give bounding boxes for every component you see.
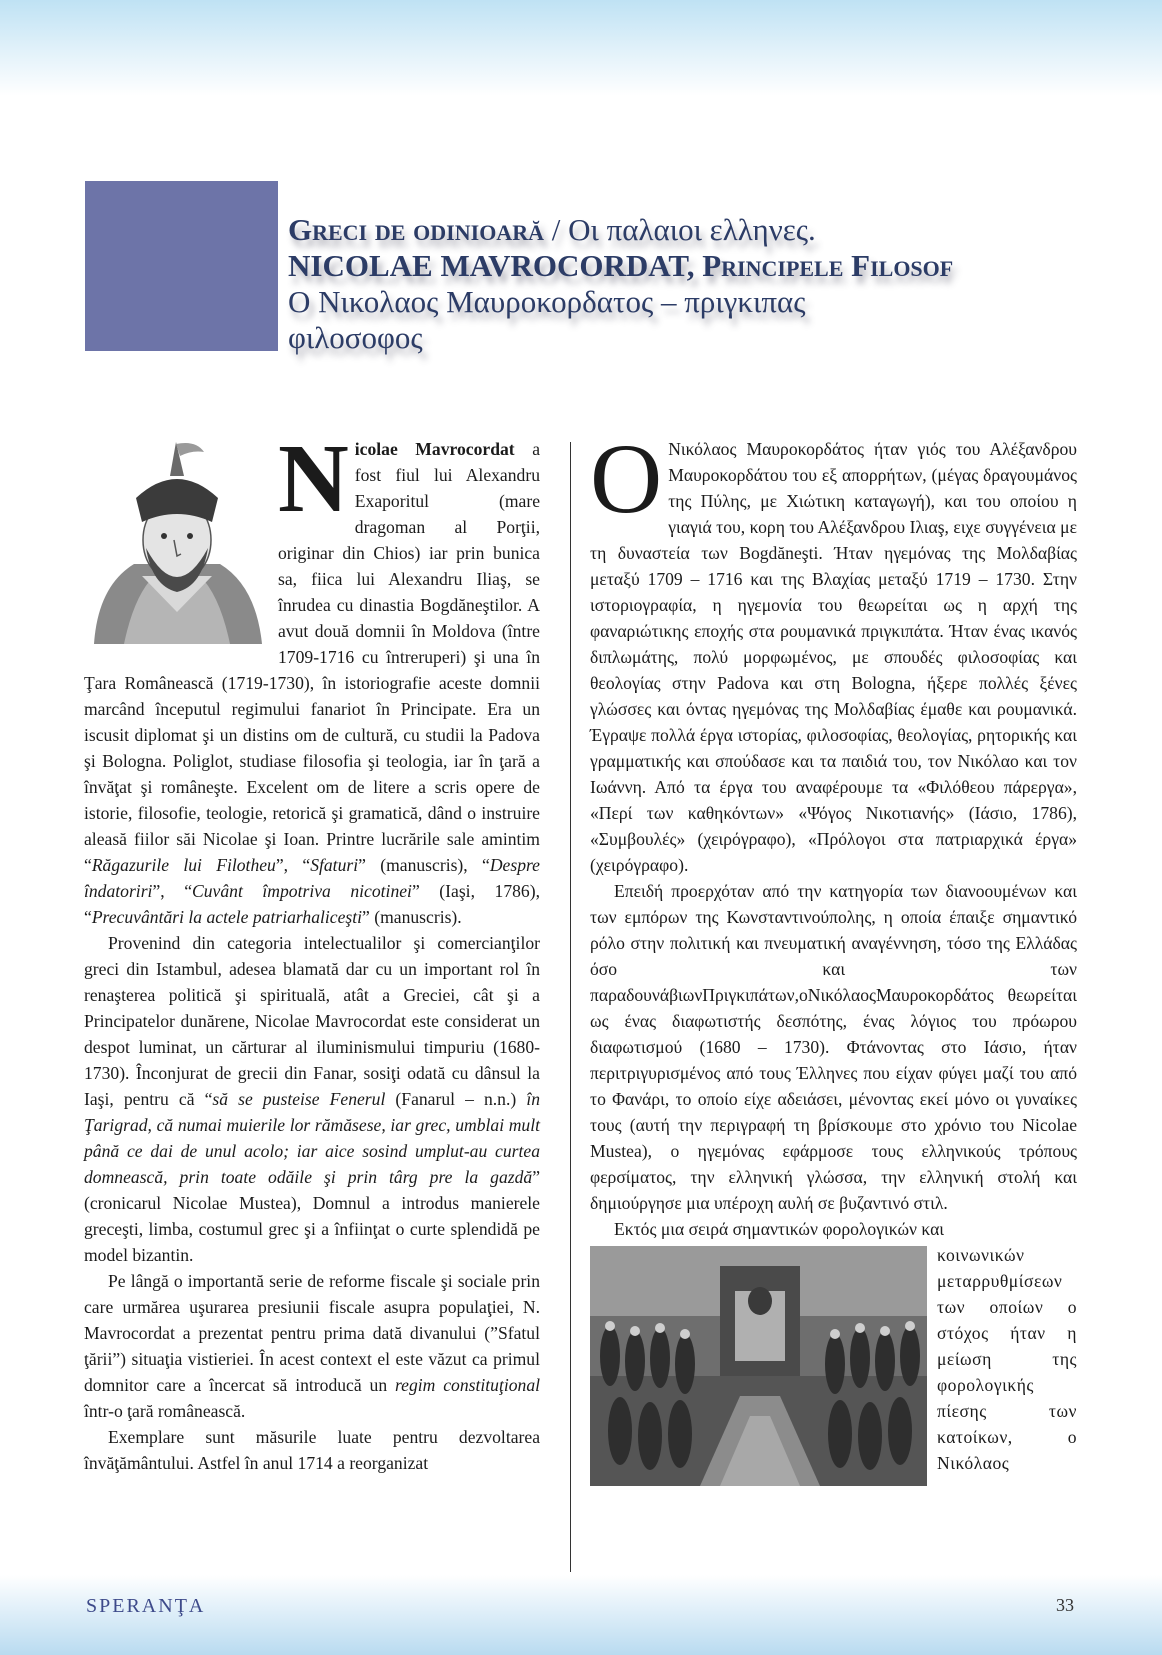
ro-work-title-5: Precuvântări la actele patriarhaliceşti bbox=[91, 907, 363, 927]
title-color-block bbox=[85, 181, 278, 351]
column-divider bbox=[570, 442, 571, 1572]
ro-p1-text-f: ” (manuscris). bbox=[362, 907, 462, 927]
ro-p1-text-c: ” (manuscris), “ bbox=[358, 855, 490, 875]
ro-chronicle-quote-2: în Ţarigrad, că numai muierile lor rămăsese, iar grec, umblai mult până ce dai de unul acolo; iar aice sosind umplut-au curtea domnească, prin toate odăile şi prin târg pre la gazdă bbox=[84, 1089, 540, 1187]
gr-p1-text: Νικόλαος Μαυροκορδάτος ήταν γιός του Αλέξανδρου Μαυροκορδάτου του εξ απορρήτων, (μέγας δραγουμάνος της Πύλης, με Χιώτικη καταγωγή), και του οποίου η γιαγιά του, κορη του Αλέξανδρου Ιλιαş, ειχε συγγένεια με τη δυναστεία των Bogdăneşti. Ήταν ηγεμόνας της Μολδαβίας μεταξύ 1709 – 1716 και της Βλαχίας μεταξύ 1719 – 1730. Στην ιστοριογραφία, η ηγεμονία του θεωρείται ως η αρχή της φαναριώτικης εποχής στα ρουμανικά πριγκιπάτα. Ήταν ένας ικανός διπλωμάτης, πολύ μορφωμένος, με σπουδές φιλοσοφίας και θεολογίας στην Padova και στη Bologna, ήξερε πολλές ξένες γλώσσες και όντας ηγεμόνας της Μολδαβίας έμαθε και ρουμανικά. Έγραψε πολλά έργα ιστορίας, φιλοσοφίας, θεολογίας, ρητορικής και γραμματικής και σπούδασε και τα παιδιά του, τον Νικόλαο και τον Ιωάννη. Από τα έργα του αναφέρουμε τα «Φιλόθεου πάρεργα», «Περί των καθηκόντων» «Ψόγος Νικοτιανής» (Ιάσιο, 1786), «Συμβουλές» (χειρόγραφο), «Πρόλογοι στα πατριαρχικά έργα» (χειρόγραφο). bbox=[590, 439, 1077, 875]
heading-title: Principele Filosof bbox=[702, 248, 954, 283]
ro-p3-text-b: într-o ţară românească. bbox=[84, 1401, 246, 1421]
ro-work-title-1: Răgazurile lui Filotheu bbox=[91, 855, 276, 875]
court-assembly-image bbox=[590, 1246, 927, 1486]
gr-drop-cap: Ο bbox=[590, 423, 663, 534]
gr-paragraph-3-lead: Εκτός μια σειρά σημαντικών φορολογικών και bbox=[614, 1219, 945, 1239]
ro-p2-text-b: (Fanarul – n.n.) bbox=[385, 1089, 527, 1109]
portrait-image bbox=[84, 436, 270, 644]
ro-work-title-3: Despre îndatoriri bbox=[84, 855, 540, 901]
ro-chronicle-quote-1: să se pusteise Fenerul bbox=[212, 1089, 386, 1109]
ro-subject-name: icolae Mavrocordat bbox=[354, 439, 515, 459]
ro-p1-text-d: ”, “ bbox=[152, 881, 193, 901]
header-gradient-band bbox=[0, 0, 1162, 96]
ro-paragraph-2 bbox=[84, 930, 540, 1268]
ro-p1-text-b: ”, “ bbox=[275, 855, 311, 875]
heading-line-4: φιλοσοφος bbox=[288, 320, 423, 355]
greek-column bbox=[590, 423, 1077, 1486]
page-number: 33 bbox=[1056, 1595, 1074, 1615]
ro-p2-text-c: ” (cronicarul Nicolae Mustea), Domnul a introdus manierele greceşti, limba, costumul grec şi a înfiinţat o curte splendidă pe model bizantin. bbox=[84, 1167, 540, 1265]
ro-work-title-2: Sfaturi bbox=[310, 855, 359, 875]
heading-name: NICOLAE MAVROCORDAT, bbox=[288, 248, 695, 283]
heading-series-ro: Greci de odinioară bbox=[288, 212, 544, 247]
gr-paragraph-2: Επειδή προερχόταν από την κατηγορία των διανοουμένων και των εμπόρων της Κωνσταντινούπολης, η οποία έπαιξε σημαντικό ρόλο στην πολιτική και πνευματική αναγέννηση, τόσο της Ελλάδας όσο και των παραδουνάβιωνΠριγκιπάτων,οΝικόλαοςΜαυροκορδάτος θεωρείται ως ένας διαφωτιστής δεσπότης, ένας λόγιος του πρόωρου διαφωτισμού (1680 – 1730). Φτάνοντας στο Ιάσιο, ήταν περιτριγυρισμένος από τους Έλληνες που είχαν φύγει μαζί του από το Φανάρι, το οποίο είχε αδειάσει, μένοντας εκεί μόνο οι γυναίκες τους (αυτή την περιγραφή τη βρίσκουμε στο χρόνιο του Nicolae Mustea), ο ηγεμόνας εφάρμοσε τους ελληνικούς τρόπους φερσίματος, την ελληνική γλώσσα, την ελληνική στολή και δημιούργησε μια υπέροχη αυλή σε βυζαντινό στιλ. bbox=[590, 881, 1077, 1213]
heading-line-3: Ο Νικολαος Μαυροκορδατος – πριγκιπας bbox=[288, 284, 806, 319]
ro-p1-text-a: a fost fiul lui Alexandru Exaporitul (mare dragoman al Porţii, originar din Chios) iar prin bunica sa, fiica lui Alexandru Iliaş, se înrudea cu dinastia Bogdăneştilor. A avut două domnii în Moldova (între 1709-1716 cu întreruperi) şi una în Ţara Românească (1719-1730), în istoriografie aceste domnii marcând începutul regimului fanariot în Principate. Era un iscusit diplomat şi un distins om de cultură, cu studii la Padova şi Bologna. Poliglot, studiase filosofia şi teologia, iar în ţară a învăţat şi româneşte. Excelent om de litere a scris opere de istorie, filosofie, teologie, retorică şi gramatică, dând o instruire aleasă fiilor săi Nicolae şi Ioan. Printre lucrările sale amintim “ bbox=[84, 439, 540, 875]
ro-p3-text-a: Pe lângă o importantă serie de reforme fiscale şi sociale prin care urmărea uşurarea presiunii fiscale asupra populaţiei, N. Mavrocordat a prezentat pentru prima dată divanului (”Sfatul ţării”) situaţia vistieriei. În acest context el este văzut ca primul domnitor care a încercat să introducă un bbox=[84, 1271, 540, 1395]
gr-paragraph-3-rest: κοινωνικών μεταρρυθμίσεων των οποίων ο στόχος ήταν η μείωση της φορολογικής πίεσης των κατοίκων, ο Νικόλαος bbox=[937, 1245, 1077, 1473]
heading-line-1 bbox=[288, 212, 1108, 248]
ro-work-title-4: Cuvânt împotriva nicotinei bbox=[192, 881, 412, 901]
article-heading bbox=[288, 212, 1108, 356]
magazine-name: SPERANŢA bbox=[86, 1595, 206, 1617]
ro-p3-term: regim constituţional bbox=[394, 1375, 541, 1395]
romanian-column bbox=[84, 425, 541, 1476]
ro-paragraph-4: Exemplare sunt măsurile luate pentru dezvoltarea învăţământului. Astfel în anul 1714 a reorganizat bbox=[84, 1427, 540, 1473]
heading-series-gr: Οι παλαιοι ελληνες. bbox=[568, 212, 816, 247]
heading-separator: / bbox=[543, 212, 569, 247]
heading-line-2 bbox=[288, 248, 1108, 284]
ro-paragraph-3 bbox=[84, 1268, 540, 1424]
ro-drop-cap: N bbox=[278, 425, 349, 533]
gr-paragraph-1 bbox=[590, 423, 1077, 878]
ro-p1-text-e: ” (Iaşi, 1786), “ bbox=[84, 881, 540, 927]
ro-p2-text-a: Provenind din categoria intelectualilor şi comercianţilor greci din Istambul, adesea blamată dar cu un important rol în renaşterea politică şi spirituală, atât a Greciei, cât şi a Principatelor dunărene, Nicolae Mavrocordat este considerat un despot luminat, un cărturar al iluminismului timpuriu (1680-1730). Înconjurat de grecii din Fanar, sosiţi odată cu dânsul la Iaşi, pentru că “ bbox=[84, 933, 540, 1109]
